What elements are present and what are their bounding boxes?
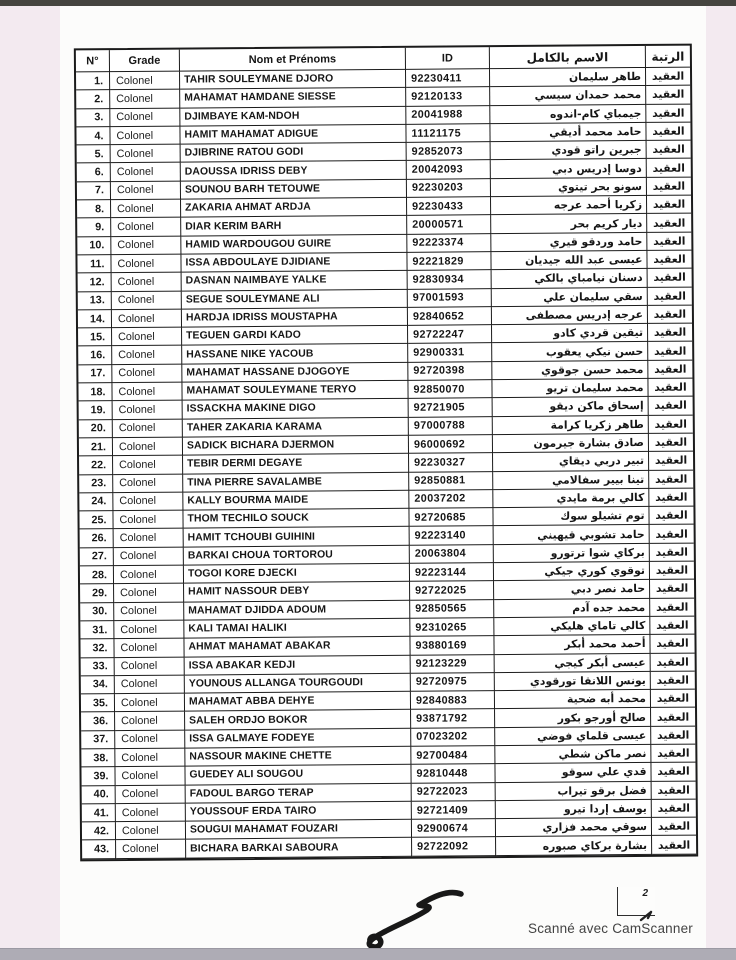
grade-cell: Colonel — [114, 584, 184, 603]
latin-name-cell: HAMIT NASSOUR DEBY — [184, 582, 410, 602]
arabic-name-cell: فضل برقو تيراب — [496, 781, 652, 801]
row-number-cell: 14. — [78, 310, 112, 329]
arabic-name-cell: طاهر سليمان — [490, 68, 646, 88]
arabic-name-cell: محمد حمدان سيسي — [490, 86, 646, 106]
arabic-rank-cell: العقيد — [647, 159, 691, 178]
id-cell: 92230327 — [409, 453, 493, 472]
arabic-rank-cell: العقيد — [649, 488, 693, 507]
arabic-rank-cell: العقيد — [647, 251, 691, 270]
latin-name-cell: MAHAMAT HASSANE DJOGOYE — [182, 363, 408, 383]
row-number-cell: 27. — [80, 548, 114, 567]
arabic-rank-cell: العقيد — [652, 818, 696, 837]
latin-name-cell: DIAR KERIM BARH — [181, 216, 407, 236]
row-number-cell: 4. — [76, 127, 110, 146]
arabic-name-cell: حامد محمد أديقي — [490, 123, 646, 143]
row-number-cell: 8. — [77, 200, 111, 219]
grade-cell: Colonel — [114, 639, 184, 658]
row-number-cell: 26. — [80, 530, 114, 549]
scan-bottom-edge — [0, 948, 736, 960]
grade-cell: Colonel — [116, 822, 186, 841]
row-number-cell: 28. — [80, 566, 114, 585]
grade-cell: Colonel — [113, 419, 183, 438]
latin-name-cell: KALLY BOURMA MAIDE — [183, 491, 409, 511]
id-cell: 92900674 — [412, 819, 496, 838]
column-header-no: N° — [76, 50, 110, 72]
pen-mark-icon — [639, 906, 659, 922]
arabic-rank-cell: العقيد — [650, 580, 694, 599]
latin-name-cell: GUEDEY ALI SOUGOU — [185, 765, 411, 785]
latin-name-cell: TAHIR SOULEYMANE DJORO — [180, 70, 406, 90]
id-cell: 20063804 — [410, 545, 494, 564]
arabic-rank-cell: العقيد — [648, 324, 692, 343]
latin-name-cell: ISSA ABAKAR KEDJI — [185, 655, 411, 675]
arabic-rank-cell: العقيد — [650, 635, 694, 654]
latin-name-cell: HAMIT MAHAMAT ADIGUE — [180, 125, 406, 145]
id-cell: 92722023 — [412, 783, 496, 802]
id-cell: 92720975 — [411, 673, 495, 692]
arabic-name-cell: محمد حسن جوقوي — [492, 361, 648, 381]
id-cell: 92230433 — [407, 197, 491, 216]
arabic-rank-cell: العقيد — [650, 562, 694, 581]
id-cell: 11121175 — [406, 124, 490, 143]
id-cell: 20000571 — [407, 216, 491, 235]
arabic-rank-cell: العقيد — [651, 690, 695, 709]
arabic-name-cell: محمد أبه ضحية — [495, 690, 651, 710]
arabic-name-cell: صادق بشارة جيرمون — [493, 434, 649, 454]
grade-cell: Colonel — [114, 547, 184, 566]
id-cell: 20037202 — [409, 490, 493, 509]
arabic-name-cell: حامد وردقو قيري — [491, 233, 647, 253]
grade-cell: Colonel — [110, 126, 180, 145]
id-cell: 93871792 — [411, 710, 495, 729]
latin-name-cell: TAHER ZAKARIA KARAMA — [183, 417, 409, 437]
latin-name-cell: TINA PIERRE SAVALAMBE — [183, 472, 409, 492]
row-number-cell: 24. — [79, 493, 113, 512]
arabic-rank-cell: العقيد — [649, 415, 693, 434]
arabic-name-cell: توقوي كوري جيكي — [494, 562, 650, 582]
grade-cell: Colonel — [115, 675, 185, 694]
arabic-name-cell: سونو بحر تيتوي — [491, 178, 647, 198]
column-header-name: Nom et Prénoms — [180, 48, 406, 72]
arabic-name-cell: بشارة بركاي صبوره — [496, 836, 652, 856]
arabic-rank-cell: العقيد — [648, 342, 692, 361]
arabic-name-cell: بركاي شوا ترتورو — [494, 544, 650, 564]
row-number-cell: 43. — [82, 841, 116, 860]
grade-cell: Colonel — [110, 90, 180, 109]
arabic-name-cell: إسحاق ماكن ديقو — [493, 397, 649, 417]
column-header-id: ID — [406, 47, 490, 70]
latin-name-cell: MAHAMAT SOULEYMANE TERYO — [182, 381, 408, 401]
latin-name-cell: MAHAMAT HAMDANE SIESSE — [180, 88, 406, 108]
row-number-cell: 37. — [81, 731, 115, 750]
id-cell: 92120133 — [406, 87, 490, 106]
grade-cell: Colonel — [112, 328, 182, 347]
grade-cell: Colonel — [110, 72, 180, 91]
grade-cell: Colonel — [112, 383, 182, 402]
arabic-rank-cell: العقيد — [649, 452, 693, 471]
arabic-rank-cell: العقيد — [646, 68, 690, 87]
page-number-box — [617, 887, 655, 916]
column-header-arabic-name: الاسم بالكامل — [490, 46, 646, 69]
arabic-rank-cell: العقيد — [646, 122, 690, 141]
arabic-name-cell: عرجه إدريس مصطفى — [492, 306, 648, 326]
row-number-cell: 20. — [79, 420, 113, 439]
id-cell: 92230411 — [406, 69, 490, 88]
arabic-rank-cell: العقيد — [650, 543, 694, 562]
column-header-arabic-rank: الرتبة — [646, 46, 690, 68]
id-cell: 97000788 — [409, 417, 493, 436]
row-number-cell: 31. — [80, 621, 114, 640]
arabic-name-cell: يونس اللانقا تورقودي — [495, 672, 651, 692]
grade-cell: Colonel — [115, 657, 185, 676]
row-number-cell: 3. — [76, 109, 110, 128]
arabic-name-cell: تبير دربي ديقاي — [493, 452, 649, 472]
arabic-name-cell: حامد نصر دبي — [494, 580, 650, 600]
table-row — [82, 836, 696, 859]
arabic-name-cell: يوسف إردا تيرو — [496, 800, 652, 820]
latin-name-cell: HARDJA IDRISS MOUSTAPHA — [182, 308, 408, 328]
id-cell: 92850070 — [408, 380, 492, 399]
grade-cell: Colonel — [113, 456, 183, 475]
id-cell: 92700484 — [411, 746, 495, 765]
arabic-rank-cell: العقيد — [650, 598, 694, 617]
grade-cell: Colonel — [116, 803, 186, 822]
grade-cell: Colonel — [115, 749, 185, 768]
arabic-rank-cell: العقيد — [646, 104, 690, 123]
grade-cell: Colonel — [112, 291, 182, 310]
camscanner-watermark: Scanné avec CamScanner — [528, 921, 693, 936]
latin-name-cell: ZAKARIA AHMAT ARDJA — [181, 198, 407, 218]
document-page — [60, 6, 706, 949]
latin-name-cell: ISSA ABDOULAYE DJIDIANE — [181, 253, 407, 273]
grade-cell: Colonel — [111, 236, 181, 255]
arabic-rank-cell: العقيد — [648, 360, 692, 379]
latin-name-cell: THOM TECHILO SOUCK — [183, 509, 409, 529]
row-number-cell: 7. — [77, 182, 111, 201]
latin-name-cell: MAHAMAT ABBA DEHYE — [185, 692, 411, 712]
arabic-name-cell: زكريا أحمد عرجه — [491, 196, 647, 216]
id-cell: 92840883 — [411, 691, 495, 710]
grade-cell: Colonel — [113, 511, 183, 530]
arabic-name-cell: عيسى قلماي فوضي — [495, 727, 651, 747]
grade-cell: Colonel — [112, 309, 182, 328]
id-cell: 92721905 — [409, 398, 493, 417]
id-cell: 92720685 — [409, 508, 493, 527]
grade-cell: Colonel — [111, 218, 181, 237]
latin-name-cell: BARKAI CHOUA TORTOROU — [184, 546, 410, 566]
row-number-cell: 25. — [79, 511, 113, 530]
id-cell: 92310265 — [410, 618, 494, 637]
row-number-cell: 33. — [81, 658, 115, 677]
id-cell: 20042093 — [407, 161, 491, 180]
row-number-cell: 41. — [82, 804, 116, 823]
handwritten-signature — [355, 886, 475, 948]
arabic-rank-cell: العقيد — [648, 287, 692, 306]
row-number-cell: 13. — [78, 292, 112, 311]
grade-cell: Colonel — [115, 730, 185, 749]
arabic-name-cell: طاهر زكريا كرامة — [493, 416, 649, 436]
row-number-cell: 42. — [82, 822, 116, 841]
grade-cell: Colonel — [113, 438, 183, 457]
grade-cell: Colonel — [114, 602, 184, 621]
latin-name-cell: YOUSSOUF ERDA TAIRO — [186, 802, 412, 822]
row-number-cell: 29. — [80, 584, 114, 603]
arabic-name-cell: أحمد محمد أبكر — [494, 635, 650, 655]
row-number-cell: 30. — [80, 603, 114, 622]
id-cell: 92850565 — [410, 600, 494, 619]
id-cell: 92721409 — [412, 801, 496, 820]
latin-name-cell: SOUGUI MAHAMAT FOUZARI — [186, 820, 412, 840]
grade-cell: Colonel — [115, 694, 185, 713]
grade-cell: Colonel — [116, 785, 186, 804]
arabic-rank-cell: العقيد — [650, 525, 694, 544]
arabic-name-cell: حسن نيكي يعقوب — [492, 342, 648, 362]
arabic-name-cell: محمد جده آدم — [494, 599, 650, 619]
id-cell: 93880169 — [410, 636, 494, 655]
arabic-rank-cell: العقيد — [648, 379, 692, 398]
arabic-name-cell: حامد تشوبي قيهيني — [494, 525, 650, 545]
grade-cell: Colonel — [113, 474, 183, 493]
latin-name-cell: HASSANE NIKE YACOUB — [182, 344, 408, 364]
grade-cell: Colonel — [115, 712, 185, 731]
id-cell: 92223374 — [407, 234, 491, 253]
latin-name-cell: BICHARA BARKAI SABOURA — [186, 838, 412, 858]
arabic-name-cell: عيسى عبد الله جيديان — [491, 251, 647, 271]
arabic-rank-cell: العقيد — [647, 196, 691, 215]
row-number-cell: 35. — [81, 694, 115, 713]
grade-cell: Colonel — [111, 163, 181, 182]
arabic-name-cell: كالي تاماي هليكي — [494, 617, 650, 637]
latin-name-cell: KALI TAMAI HALIKI — [184, 619, 410, 639]
arabic-rank-cell: العقيد — [651, 653, 695, 672]
arabic-rank-cell: العقيد — [649, 397, 693, 416]
id-cell: 92722247 — [408, 325, 492, 344]
arabic-rank-cell: العقيد — [647, 232, 691, 251]
latin-name-cell: YOUNOUS ALLANGA TOURGOUDI — [185, 674, 411, 694]
id-cell: 92810448 — [411, 764, 495, 783]
id-cell: 92850881 — [409, 472, 493, 491]
arabic-rank-cell: العقيد — [649, 507, 693, 526]
row-number-cell: 11. — [77, 255, 111, 274]
arabic-name-cell: سقي سليمان علي — [492, 287, 648, 307]
id-cell: 92722025 — [410, 581, 494, 600]
arabic-name-cell: دوسا إدريس دبي — [491, 159, 647, 179]
row-number-cell: 19. — [79, 401, 113, 420]
latin-name-cell: HAMID WARDOUGOU GUIRE — [181, 234, 407, 254]
page-number: 2 — [642, 888, 648, 899]
row-number-cell: 18. — [78, 383, 112, 402]
row-number-cell: 12. — [78, 273, 112, 292]
grade-cell: Colonel — [111, 255, 181, 274]
id-cell: 92123229 — [411, 655, 495, 674]
row-number-cell: 17. — [78, 365, 112, 384]
row-number-cell: 2. — [76, 90, 110, 109]
id-cell: 92223140 — [410, 527, 494, 546]
latin-name-cell: FADOUL BARGO TERAP — [186, 783, 412, 803]
row-number-cell: 38. — [81, 749, 115, 768]
arabic-rank-cell: العقيد — [649, 470, 693, 489]
latin-name-cell: DJIMBAYE KAM-NDOH — [180, 106, 406, 126]
arabic-rank-cell: العقيد — [648, 269, 692, 288]
latin-name-cell: DAOUSSA IDRISS DEBY — [181, 161, 407, 181]
arabic-name-cell: قدي علي سوقو — [495, 763, 651, 783]
grade-cell: Colonel — [116, 840, 186, 859]
arabic-rank-cell: العقيد — [651, 726, 695, 745]
arabic-name-cell: تينا بيير سفالامي — [493, 470, 649, 490]
id-cell: 92720398 — [408, 362, 492, 381]
arabic-rank-cell: العقيد — [651, 745, 695, 764]
grade-cell: Colonel — [115, 767, 185, 786]
arabic-name-cell: تيقين قردي كادو — [492, 324, 648, 344]
grade-cell: Colonel — [114, 529, 184, 548]
id-cell: 96000692 — [409, 435, 493, 454]
arabic-rank-cell: العقيد — [652, 781, 696, 800]
column-header-grade: Grade — [110, 50, 180, 73]
arabic-name-cell: ديار كريم بحر — [491, 214, 647, 234]
row-number-cell: 5. — [77, 145, 111, 164]
grade-cell: Colonel — [113, 401, 183, 420]
id-cell: 92223144 — [410, 563, 494, 582]
latin-name-cell: SEGUE SOULEYMANE ALI — [182, 289, 408, 309]
latin-name-cell: ISSACKHA MAKINE DIGO — [183, 399, 409, 419]
row-number-cell: 21. — [79, 438, 113, 457]
arabic-name-cell: جبرين راتو قودي — [491, 141, 647, 161]
id-cell: 92840652 — [408, 307, 492, 326]
arabic-rank-cell: العقيد — [651, 708, 695, 727]
arabic-rank-cell: العقيد — [651, 671, 695, 690]
arabic-rank-cell: العقيد — [652, 836, 696, 855]
arabic-rank-cell: العقيد — [647, 177, 691, 196]
id-cell: 92722092 — [412, 838, 496, 857]
table-wrapper — [74, 44, 696, 862]
latin-name-cell: SADICK BICHARA DJERMON — [183, 436, 409, 456]
latin-name-cell: AHMAT MAHAMAT ABAKAR — [184, 637, 410, 657]
grade-cell: Colonel — [111, 200, 181, 219]
latin-name-cell: TOGOI KORE DJECKI — [184, 564, 410, 584]
grade-cell: Colonel — [114, 620, 184, 639]
arabic-name-cell: صالح أورجو بكور — [495, 708, 651, 728]
row-number-cell: 9. — [77, 219, 111, 238]
grade-cell: Colonel — [112, 273, 182, 292]
arabic-name-cell: نصر ماكن شطي — [495, 745, 651, 765]
arabic-name-cell: دسنان نيامباي بالكي — [492, 269, 648, 289]
id-cell: 92221829 — [407, 252, 491, 271]
latin-name-cell: MAHAMAT DJIDDA ADOUM — [184, 600, 410, 620]
latin-name-cell: NASSOUR MAKINE CHETTE — [185, 747, 411, 767]
row-number-cell: 39. — [81, 767, 115, 786]
arabic-name-cell: كالي برمة مايدي — [493, 489, 649, 509]
arabic-rank-cell: العقيد — [651, 763, 695, 782]
row-number-cell: 32. — [80, 639, 114, 658]
arabic-rank-cell: العقيد — [647, 214, 691, 233]
id-cell: 92830934 — [408, 270, 492, 289]
arabic-name-cell: جيمباي كام-اندوه — [490, 105, 646, 125]
arabic-rank-cell: العقيد — [652, 799, 696, 818]
row-number-cell: 22. — [79, 456, 113, 475]
latin-name-cell: ISSA GALMAYE FODEYE — [185, 728, 411, 748]
id-cell: 92900331 — [408, 344, 492, 363]
latin-name-cell: TEBIR DERMI DEGAYE — [183, 454, 409, 474]
latin-name-cell: SOUNOU BARH TETOUWE — [181, 180, 407, 200]
grade-cell: Colonel — [112, 346, 182, 365]
id-cell: 20041988 — [406, 106, 490, 125]
row-number-cell: 16. — [78, 347, 112, 366]
personnel-roster-table — [74, 44, 698, 862]
grade-cell: Colonel — [113, 492, 183, 511]
row-number-cell: 40. — [82, 786, 116, 805]
arabic-name-cell: عيسى أبكر كيجي — [495, 653, 651, 673]
row-number-cell: 23. — [79, 475, 113, 494]
table-body — [76, 68, 696, 860]
arabic-rank-cell: العقيد — [650, 616, 694, 635]
latin-name-cell: DASNAN NAIMBAYE YALKE — [182, 271, 408, 291]
id-cell: 07023202 — [411, 728, 495, 747]
row-number-cell: 15. — [78, 328, 112, 347]
id-cell: 92852073 — [407, 142, 491, 161]
latin-name-cell: TEGUEN GARDI KADO — [182, 326, 408, 346]
id-cell: 92230203 — [407, 179, 491, 198]
grade-cell: Colonel — [110, 108, 180, 127]
arabic-rank-cell: العقيد — [646, 86, 690, 105]
latin-name-cell: HAMIT TCHOUBI GUIHINI — [184, 527, 410, 547]
grade-cell: Colonel — [111, 145, 181, 164]
row-number-cell: 36. — [81, 713, 115, 732]
arabic-name-cell: محمد سليمان تريو — [492, 379, 648, 399]
grade-cell: Colonel — [111, 181, 181, 200]
row-number-cell: 34. — [81, 676, 115, 695]
row-number-cell: 6. — [77, 164, 111, 183]
latin-name-cell: DJIBRINE RATOU GODI — [181, 143, 407, 163]
id-cell: 97001593 — [408, 289, 492, 308]
arabic-rank-cell: العقيد — [648, 305, 692, 324]
arabic-name-cell: سوقي محمد فزاري — [496, 818, 652, 838]
grade-cell: Colonel — [114, 566, 184, 585]
arabic-name-cell: توم تشيلو سوك — [493, 507, 649, 527]
latin-name-cell: SALEH ORDJO BOKOR — [185, 710, 411, 730]
arabic-rank-cell: العقيد — [649, 434, 693, 453]
arabic-rank-cell: العقيد — [647, 141, 691, 160]
row-number-cell: 10. — [77, 237, 111, 256]
grade-cell: Colonel — [112, 364, 182, 383]
row-number-cell: 1. — [76, 72, 110, 91]
